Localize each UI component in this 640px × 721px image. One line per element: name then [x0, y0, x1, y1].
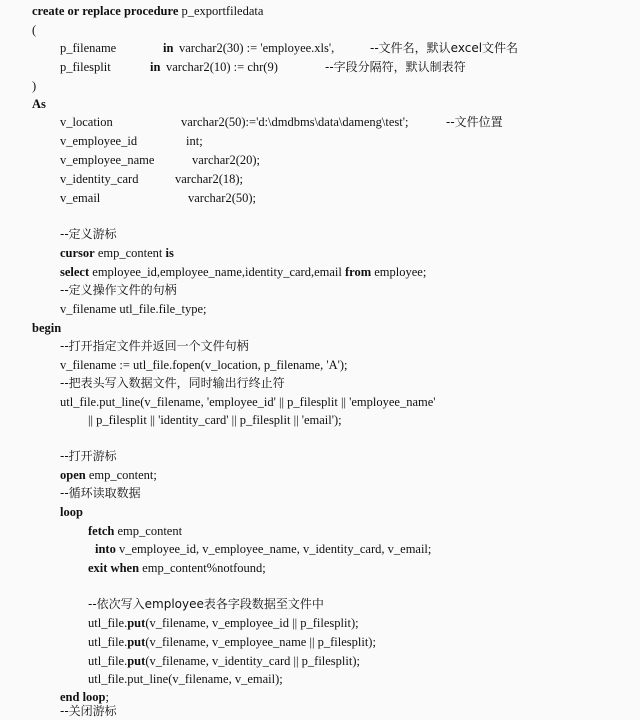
var-name: v_identity_card — [60, 172, 139, 186]
comment: --定义游标 — [60, 227, 117, 241]
keyword: exit when — [88, 561, 140, 575]
keyword: in — [163, 41, 174, 55]
var-type: varchar2(50):='d:\dmdbms\data\dameng\test'; — [181, 115, 409, 129]
put-line-continuation: || p_filesplit || 'identity_card' || p_filesplit || 'email'); — [88, 413, 342, 427]
procedure-header — [32, 3, 263, 21]
into-clause — [95, 541, 431, 559]
param-name: p_filename — [60, 41, 117, 55]
var-type: varchar2(18); — [175, 172, 244, 186]
var-name: v_employee_name — [60, 153, 155, 167]
param-decl: varchar2(10) := chr(9) — [166, 60, 278, 74]
var-type: varchar2(20); — [192, 153, 261, 167]
var-type: varchar2(50); — [188, 191, 257, 205]
put-args: (v_filename, v_employee_name || p_filesplit); — [145, 635, 376, 649]
put-line-statement: utl_file.put_line(v_filename, 'employee_id' || p_filesplit || 'employee_name' — [60, 395, 436, 409]
put-statement — [88, 634, 376, 652]
keyword: put — [127, 616, 146, 630]
select-columns: employee_id,employee_name,identity_card,email — [89, 265, 345, 279]
comment: --打开游标 — [60, 449, 117, 463]
fopen-statement: v_filename := utl_file.fopen(v_location, p_filename, 'A'); — [60, 358, 348, 372]
cursor-ref: emp_content — [114, 524, 183, 538]
put-statement — [88, 615, 359, 633]
exit-statement — [88, 560, 266, 578]
keyword: select — [60, 265, 90, 279]
keyword: fetch — [88, 524, 115, 538]
package-ref: utl_file. — [88, 635, 128, 649]
keyword: create or replace procedure — [32, 4, 179, 18]
fetch-statement — [88, 523, 182, 541]
into-vars: v_employee_id, v_employee_name, v_identity_card, v_email; — [115, 542, 432, 556]
comment: --依次写入employee表各字段数据至文件中 — [88, 597, 324, 611]
var-type: int; — [186, 134, 203, 148]
put-args: (v_filename, v_employee_id || p_filesplit); — [145, 616, 359, 630]
keyword: loop — [60, 505, 83, 519]
close-paren: ) — [32, 79, 37, 93]
semicolon: ; — [105, 690, 109, 704]
comment: --文件名，默认excel文件名 — [370, 41, 519, 55]
comment: --定义操作文件的句柄 — [60, 283, 177, 297]
comment: --把表头写入数据文件，同时输出行终止符 — [60, 376, 285, 390]
keyword: put — [127, 654, 146, 668]
keyword: into — [95, 542, 116, 556]
exit-condition: emp_content%notfound; — [139, 561, 266, 575]
keyword: As — [32, 97, 46, 111]
var-name: v_employee_id — [60, 134, 138, 148]
comment: --打开指定文件并返回一个文件句柄 — [60, 339, 249, 353]
select-table: employee; — [371, 265, 427, 279]
put-line-email: utl_file.put_line(v_filename, v_email); — [88, 672, 283, 686]
var-name: v_location — [60, 115, 113, 129]
select-statement — [60, 264, 426, 282]
keyword: from — [344, 265, 372, 279]
procedure-name: p_exportfiledata — [178, 4, 264, 18]
keyword: put — [127, 635, 146, 649]
open-paren: ( — [32, 23, 37, 37]
cursor-decl — [60, 245, 174, 263]
put-statement — [88, 653, 360, 671]
handle-decl: v_filename utl_file.file_type; — [60, 302, 207, 316]
keyword: cursor — [60, 246, 95, 260]
open-statement — [60, 467, 157, 485]
keyword: open — [60, 468, 86, 482]
keyword: is — [165, 246, 174, 260]
keyword: end loop — [60, 690, 106, 704]
cursor-ref: emp_content; — [85, 468, 157, 482]
put-args: (v_filename, v_identity_card || p_filesplit); — [145, 654, 360, 668]
comment: --关闭游标 — [60, 704, 117, 718]
keyword: in — [150, 60, 161, 74]
keyword: begin — [32, 321, 62, 335]
package-ref: utl_file. — [88, 616, 128, 630]
var-name: v_email — [60, 191, 101, 205]
comment: --字段分隔符，默认制表符 — [325, 60, 466, 74]
comment: --文件位置 — [446, 115, 503, 129]
package-ref: utl_file. — [88, 654, 128, 668]
comment: --循环读取数据 — [60, 486, 141, 500]
cursor-name: emp_content — [94, 246, 166, 260]
param-name: p_filesplit — [60, 60, 111, 74]
param-decl: varchar2(30) := 'employee.xls', — [179, 41, 335, 55]
